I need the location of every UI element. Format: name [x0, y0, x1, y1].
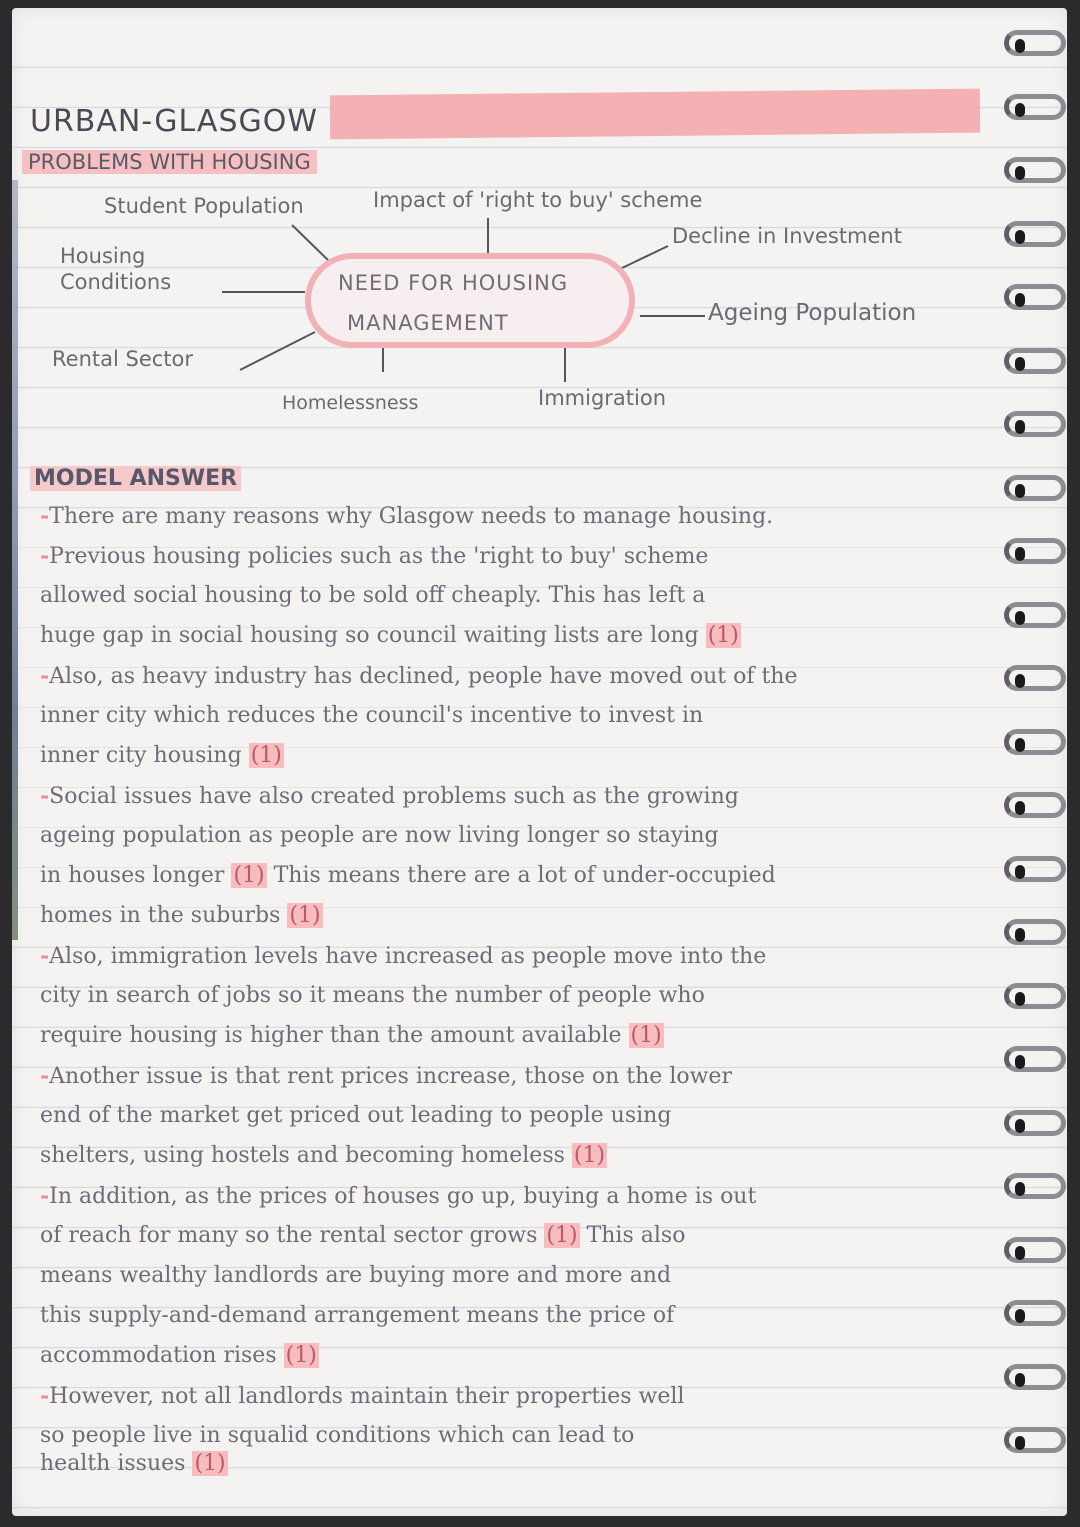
mark-badge: (1) [707, 623, 739, 648]
answer-text: this supply-and-demand arrangement means the price of [40, 1303, 675, 1328]
answer-line [40, 576, 980, 616]
answer-text: homes in the suburbs [40, 903, 281, 928]
answer-line [40, 976, 980, 1016]
answer-text: so people live in squalid conditions which can lead to [40, 1423, 635, 1448]
connector-student [292, 225, 330, 262]
answer-text: accommodation rises [40, 1343, 277, 1368]
answer-text: ageing population as people are now living longer so staying [40, 823, 719, 848]
answer-line [40, 696, 980, 736]
answer-line [40, 816, 980, 856]
center-line-1: NEED FOR HOUSING [338, 271, 569, 295]
answer-text: However, not all landlords maintain their properties well [49, 1384, 685, 1409]
answer-line [40, 1136, 980, 1176]
label-housing: Housing [60, 244, 146, 268]
answer-line [40, 896, 980, 936]
bullet-dash: - [40, 943, 50, 969]
answer-line [40, 1444, 980, 1484]
answer-line [40, 536, 980, 577]
answer-line [40, 1056, 980, 1097]
answer-line [40, 496, 980, 537]
bullet-dash: - [40, 1063, 50, 1089]
bullet-dash: - [40, 783, 50, 809]
label-conditions: Conditions [60, 270, 172, 294]
answer-text: shelters, using hostels and becoming homeless [40, 1143, 565, 1168]
answer-text: This means there are a lot of under-occupied [273, 863, 776, 888]
bullet-dash: - [40, 1183, 50, 1209]
answer-text: Another issue is that rent prices increase, those on the lower [49, 1064, 732, 1089]
answer-text: huge gap in social housing so council waiting lists are long [40, 623, 699, 648]
bullet-dash: - [40, 1383, 50, 1409]
connector-rental [240, 332, 315, 370]
answer-text: city in search of jobs so it means the number of people who [40, 983, 705, 1008]
model-answer-heading: MODEL ANSWER [30, 466, 241, 491]
answer-line [40, 1256, 980, 1296]
answer-line [40, 1176, 980, 1217]
mark-badge: (1) [573, 1143, 606, 1168]
label-right-to-buy: Impact of 'right to buy' scheme [373, 188, 703, 212]
answer-line [40, 1216, 980, 1256]
label-decline-investment: Decline in Investment [672, 224, 902, 248]
bullet-dash: - [40, 543, 50, 569]
page-title: URBAN-GLASGOW [30, 104, 319, 139]
answer-line [40, 1096, 980, 1136]
mark-badge: (1) [630, 1023, 662, 1048]
answer-text: in houses longer [40, 863, 225, 888]
mark-badge: (1) [194, 1451, 226, 1476]
mark-badge: (1) [289, 903, 321, 928]
answer-text: Also, as heavy industry has declined, people have moved out of the [49, 664, 798, 689]
answer-line [40, 1296, 980, 1336]
answer-text: Social issues have also created problems such as the growing [49, 784, 739, 809]
answer-text: This also [586, 1223, 686, 1248]
answer-text: In addition, as the prices of houses go up, buying a home is out [49, 1184, 757, 1209]
answer-text: health issues [40, 1451, 186, 1476]
label-homelessness: Homelessness [282, 392, 419, 414]
mark-badge: (1) [250, 743, 282, 768]
answer-text: Previous housing policies such as the 'right to buy' scheme [49, 544, 709, 569]
answer-line [40, 616, 980, 656]
answer-text: allowed social housing to be sold off cheaply. This has left a [40, 583, 706, 608]
center-line-2: MANAGEMENT [347, 311, 509, 335]
bullet-dash: - [40, 503, 50, 529]
answer-line [40, 1016, 980, 1056]
answer-text: require housing is higher than the amount available [40, 1023, 622, 1048]
label-ageing-population: Ageing Population [708, 300, 917, 326]
label-immigration: Immigration [538, 386, 666, 410]
answer-text: end of the market get priced out leading to people using [40, 1103, 672, 1128]
label-rental-sector: Rental Sector [52, 347, 194, 371]
section-subtitle: PROBLEMS WITH HOUSING [22, 150, 317, 174]
answer-text: Also, immigration levels have increased as people move into the [49, 944, 767, 969]
label-student-population: Student Population [104, 194, 304, 218]
connector-decline [622, 246, 668, 268]
answer-line [40, 656, 980, 697]
answer-text: inner city housing [40, 743, 242, 768]
answer-line [40, 776, 980, 817]
mark-badge: (1) [285, 1343, 317, 1368]
mark-badge: (1) [546, 1223, 578, 1248]
bullet-dash: - [40, 663, 50, 689]
answer-text: There are many reasons why Glasgow needs to manage housing. [49, 504, 774, 529]
answer-line [40, 856, 980, 896]
answer-line [40, 936, 980, 977]
answer-text: means wealthy landlords are buying more and more and [40, 1263, 672, 1288]
answer-text: of reach for many so the rental sector grows [40, 1223, 538, 1248]
answer-text: inner city which reduces the council's incentive to invest in [40, 703, 704, 728]
answer-line [40, 736, 980, 776]
answer-line [40, 1336, 980, 1376]
mark-badge: (1) [233, 863, 265, 888]
answer-line [40, 1376, 980, 1417]
